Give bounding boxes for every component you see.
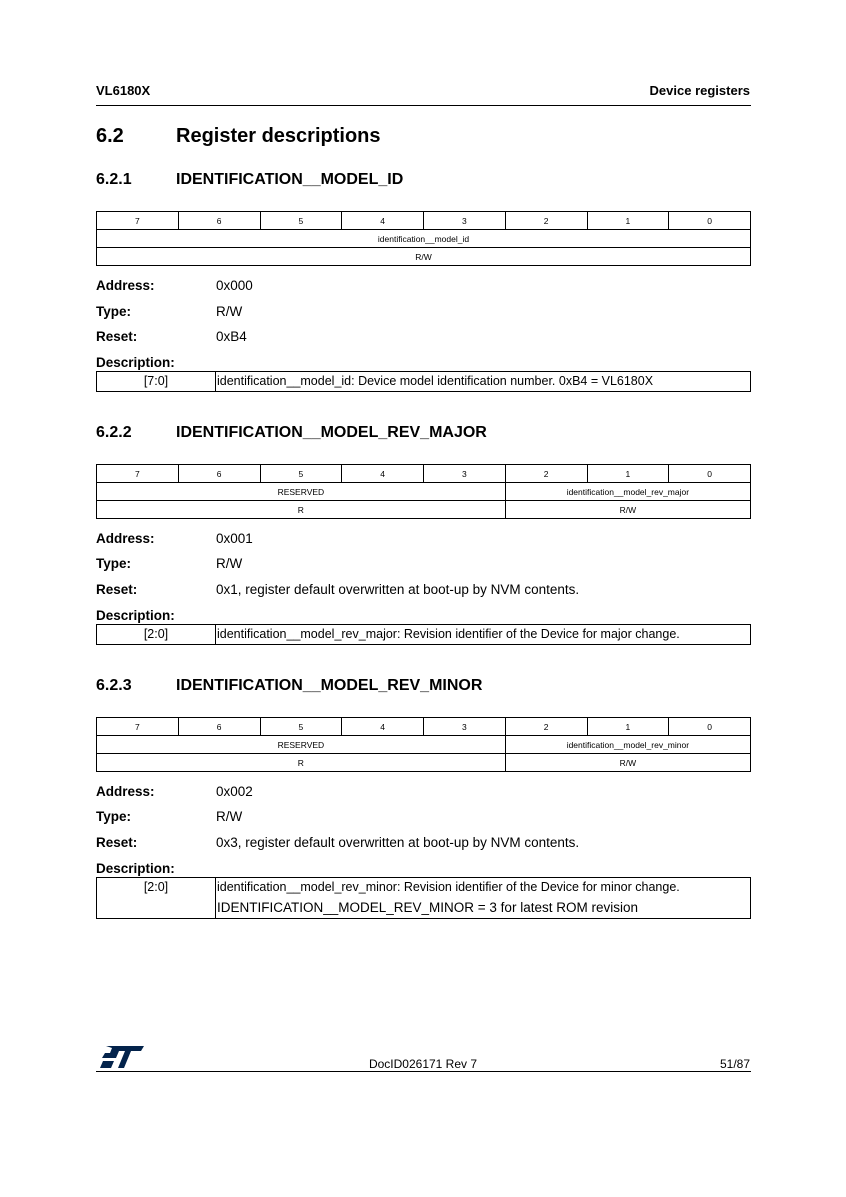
description-bits: [7:0] [97, 372, 216, 392]
type-label: Type: [96, 556, 132, 571]
bit-cell: 2 [505, 465, 587, 483]
bit-cell: 7 [97, 212, 179, 230]
bit-cell: 4 [342, 718, 424, 736]
reserved-access-cell: R [97, 754, 506, 772]
address-value: 0x002 [216, 784, 253, 799]
address-label: Address: [96, 278, 155, 293]
access-cell: R/W [505, 501, 750, 519]
bit-cell: 7 [97, 718, 179, 736]
bit-cell: 3 [424, 718, 506, 736]
description-bits: [2:0] [97, 878, 216, 919]
bit-cell: 0 [669, 212, 751, 230]
description-label: Description: [96, 608, 175, 623]
description-text-cell [216, 878, 751, 919]
footer-page-number: 51/87 [719, 1057, 750, 1071]
section-title: Register descriptions [176, 125, 381, 147]
address-value: 0x000 [216, 278, 253, 293]
description-bits: [2:0] [97, 625, 216, 645]
bit-cell: 3 [424, 212, 506, 230]
header-divider [96, 105, 751, 106]
section-number: 6.2 [96, 125, 124, 147]
reset-label: Reset: [96, 582, 138, 597]
register-bit-table [96, 717, 751, 772]
bit-cell: 5 [260, 465, 342, 483]
bit-cell: 0 [669, 718, 751, 736]
bit-cell: 4 [342, 465, 424, 483]
description-text: identification__model_rev_minor: Revision identifier of the Device for minor change. [217, 880, 680, 894]
access-cell: R/W [97, 248, 751, 266]
bit-cell: 3 [424, 465, 506, 483]
register-bit-table [96, 211, 751, 266]
description-table [96, 624, 751, 645]
field-name-cell: identification__model_id [97, 230, 751, 248]
subsection-title: IDENTIFICATION__MODEL_REV_MINOR [176, 677, 483, 694]
reset-value: 0x3, register default overwritten at boot-up by NVM contents. [216, 835, 580, 850]
bit-cell: 1 [587, 212, 669, 230]
bit-cell: 4 [342, 212, 424, 230]
reserved-field-cell: RESERVED [97, 483, 506, 501]
bit-cell: 0 [669, 465, 751, 483]
bit-number-row [97, 718, 751, 736]
header-chapter-title: Device registers [649, 83, 750, 98]
description-text-line2: IDENTIFICATION__MODEL_REV_MINOR = 3 for latest ROM revision [217, 900, 638, 915]
field-name-cell: identification__model_rev_major [505, 483, 750, 501]
bit-cell: 2 [505, 718, 587, 736]
reset-label: Reset: [96, 329, 138, 344]
description-row [97, 625, 751, 645]
access-cell: R/W [505, 754, 750, 772]
bit-cell: 1 [587, 718, 669, 736]
description-label: Description: [96, 355, 175, 370]
description-label: Description: [96, 861, 175, 876]
subsection-number: 6.2.1 [96, 171, 132, 188]
reset-value: 0xB4 [216, 329, 247, 344]
subsection-title: IDENTIFICATION__MODEL_REV_MAJOR [176, 424, 487, 441]
description-text: identification__model_rev_major: Revision identifier of the Device for major change. [216, 625, 751, 645]
subsection-title: IDENTIFICATION__MODEL_ID [176, 171, 404, 188]
subsection-number: 6.2.2 [96, 424, 132, 441]
field-row [97, 483, 751, 501]
bit-cell: 1 [587, 465, 669, 483]
description-table [96, 877, 751, 919]
description-text: identification__model_id: Device model identification number. 0xB4 = VL6180X [216, 372, 751, 392]
reset-value: 0x1, register default overwritten at boot-up by NVM contents. [216, 582, 580, 597]
bit-cell: 2 [505, 212, 587, 230]
description-row [97, 372, 751, 392]
address-label: Address: [96, 784, 155, 799]
type-label: Type: [96, 304, 132, 319]
field-name-cell: identification__model_rev_minor [505, 736, 750, 754]
footer-doc-id: DocID026171 Rev 7 [368, 1057, 478, 1071]
description-table [96, 371, 751, 392]
address-value: 0x001 [216, 531, 253, 546]
reset-label: Reset: [96, 835, 138, 850]
bit-number-row [97, 212, 751, 230]
type-value: R/W [216, 304, 243, 319]
field-row [97, 230, 751, 248]
bit-cell: 6 [178, 718, 260, 736]
type-value: R/W [216, 556, 243, 571]
header-product-name: VL6180X [96, 83, 151, 98]
type-label: Type: [96, 809, 132, 824]
footer-divider [96, 1071, 751, 1072]
bit-cell: 5 [260, 212, 342, 230]
reserved-field-cell: RESERVED [97, 736, 506, 754]
register-bit-table [96, 464, 751, 519]
bit-cell: 6 [178, 212, 260, 230]
bit-number-row [97, 465, 751, 483]
subsection-number: 6.2.3 [96, 677, 132, 694]
bit-cell: 5 [260, 718, 342, 736]
field-row [97, 736, 751, 754]
access-row [97, 248, 751, 266]
bit-cell: 7 [97, 465, 179, 483]
reserved-access-cell: R [97, 501, 506, 519]
address-label: Address: [96, 531, 155, 546]
type-value: R/W [216, 809, 243, 824]
access-row [97, 501, 751, 519]
description-row [97, 878, 751, 919]
access-row [97, 754, 751, 772]
bit-cell: 6 [178, 465, 260, 483]
